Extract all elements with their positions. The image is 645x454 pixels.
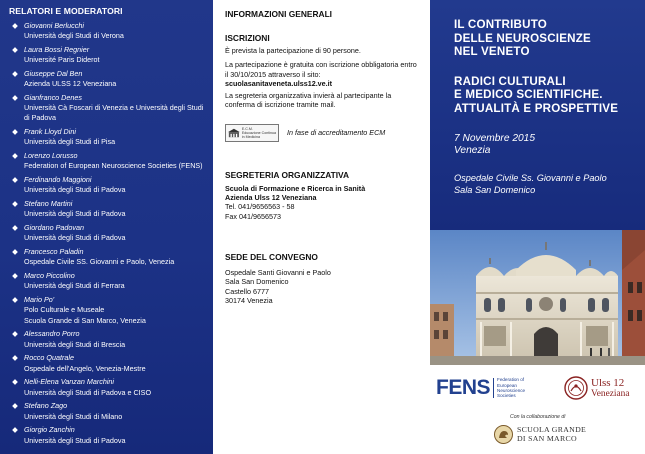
- speaker-affiliation: Università degli Studi di Padova e CISO: [24, 387, 152, 397]
- speaker-item: [9, 223, 205, 243]
- conference-subtitle-line1: RADICI CULTURALI: [454, 74, 566, 88]
- speaker-affiliation: Università degli Studi di Milano: [24, 411, 123, 421]
- speaker-item: [9, 329, 205, 349]
- fens-desc-line4: Societies: [497, 393, 516, 399]
- venue-address: [225, 268, 419, 305]
- speaker-name: Giorgio Zanchin: [24, 425, 75, 435]
- ecm-logo-line3: in Medicina: [241, 134, 261, 139]
- speaker-item: [9, 295, 205, 326]
- speaker-affiliation: Ospedale Civile SS. Giovanni e Paolo, Venezia: [24, 257, 175, 267]
- speaker-item: [9, 401, 205, 421]
- speaker-item: [9, 175, 205, 195]
- fens-separator: [493, 378, 494, 398]
- ulss-line1: Ulss 12: [591, 376, 625, 389]
- ecm-row: [225, 124, 419, 142]
- venue-title: SEDE DEL CONVEGNO: [225, 251, 318, 262]
- diamond-bullet-icon: [12, 356, 18, 362]
- scuola-grande-logo: [494, 425, 586, 444]
- venue-line1: Ospedale Santi Giovanni e Paolo: [225, 267, 331, 277]
- registration-text: La partecipazione è gratuita con iscrizione obbligatoria entro il 30/10/2015 attraverso il sito:: [225, 60, 417, 79]
- speaker-name: Giordano Padovan: [24, 223, 84, 233]
- speaker-name: Stefano Martini: [24, 199, 73, 209]
- diamond-bullet-icon: [12, 47, 18, 53]
- secretariat-phone: Tel. 041/9656563 - 58: [225, 202, 295, 212]
- registration-capacity: È prevista la partecipazione di 90 persone.: [225, 46, 361, 55]
- conference-venue: [454, 172, 635, 196]
- ecm-logo-line2: Educazione Continua: [241, 130, 276, 135]
- venue-line3: Castello 6777: [225, 286, 269, 296]
- speaker-name: Nelli-Elena Vanzan Marchini: [24, 377, 115, 387]
- partner-logos: [430, 365, 645, 454]
- speaker-affiliation: Federation of European Neuroscience Societies (FENS): [24, 161, 203, 171]
- conference-title-line1: IL CONTRIBUTO: [454, 18, 547, 31]
- ecm-logo-text: [242, 127, 276, 139]
- hospital-facade-photo: [430, 230, 645, 365]
- speaker-affiliation: Università degli Studi di Verona: [24, 31, 124, 41]
- diamond-bullet-icon: [12, 380, 18, 386]
- speaker-item: [9, 425, 205, 445]
- secretariat-title: SEGRETERIA ORGANIZZATIVA: [225, 169, 350, 180]
- building-photo-illustration: [430, 230, 645, 365]
- speaker-item: [9, 45, 205, 65]
- speaker-name: Francesco Paladin: [24, 247, 84, 257]
- scuola-line2: DI SAN MARCO: [517, 433, 577, 443]
- speaker-name: Rocco Quatrale: [24, 353, 74, 363]
- speaker-name: Stefano Zago: [24, 401, 68, 411]
- speaker-item: [9, 377, 205, 397]
- scuola-text: [517, 426, 586, 443]
- fens-logo: [436, 376, 525, 400]
- venue-line2: Sala San Domenico: [225, 277, 289, 287]
- cover-panel: [430, 0, 645, 230]
- secretariat-details: [225, 184, 419, 221]
- fens-description: [497, 377, 525, 398]
- speakers-panel: [0, 0, 213, 454]
- speaker-affiliation: Università degli Studi di Pisa: [24, 137, 116, 147]
- venue-line4: 30174 Venezia: [225, 295, 273, 305]
- diamond-bullet-icon: [12, 201, 18, 207]
- ulss-seal-icon: [564, 376, 588, 400]
- speaker-item: [9, 151, 205, 171]
- ecm-logo: [225, 124, 279, 142]
- lion-crest-icon: [494, 425, 513, 444]
- speaker-item: [9, 199, 205, 219]
- registration-confirmation: La segreteria organizzativa invierà al partecipante la conferma di iscrizione tramite mail.: [225, 91, 392, 110]
- speaker-name: Lorenzo Lorusso: [24, 151, 78, 161]
- fens-desc-line3: Neuroscience: [497, 388, 526, 393]
- city-text: Venezia: [454, 145, 491, 157]
- ecm-accreditation-text: In fase di accreditamento ECM: [287, 128, 386, 138]
- conference-subtitle: [454, 75, 635, 116]
- speaker-affiliation: Polo Culturale e Museale Scuola Grande di San Marco, Venezia: [24, 305, 146, 325]
- fens-desc-line2: European: [497, 382, 517, 388]
- diamond-bullet-icon: [12, 153, 18, 159]
- speaker-item: [9, 93, 205, 124]
- speaker-item: [9, 353, 205, 373]
- speaker-affiliation: Università degli Studi di Padova: [24, 435, 126, 445]
- diamond-bullet-icon: [12, 71, 18, 77]
- diamond-bullet-icon: [12, 428, 18, 434]
- conference-date: [454, 133, 635, 158]
- registration-site-link[interactable]: scuolasanitaveneta.ulss12.ve.it: [225, 78, 333, 88]
- speaker-affiliation: Azienda ULSS 12 Veneziana: [24, 79, 117, 89]
- secretariat-fax: Fax 041/9656573: [225, 211, 281, 221]
- diamond-bullet-icon: [12, 273, 18, 279]
- ulss-text: [591, 378, 630, 399]
- speaker-name: Alessandro Porro: [24, 329, 80, 339]
- speaker-affiliation: Università degli Studi di Padova: [24, 233, 126, 243]
- speakers-title: RELATORI E MODERATORI: [9, 6, 123, 16]
- diamond-bullet-icon: [12, 297, 18, 303]
- speaker-affiliation: Università degli Studi di Brescia: [24, 339, 126, 349]
- conference-subtitle-line2: E MEDICO SCIENTIFICHE.: [454, 88, 603, 102]
- venue-name: Ospedale Civile Ss. Giovanni e Paolo: [454, 172, 607, 183]
- scuola-line1: SCUOLA GRANDE: [517, 424, 587, 434]
- speaker-affiliation: Università degli Studi di Padova: [24, 185, 126, 195]
- ecm-logo-line1: E.C.M.: [241, 126, 253, 131]
- collaboration-label: Con la collaborazione di: [510, 414, 566, 420]
- speaker-name: Giuseppe Dal Ben: [24, 69, 83, 78]
- fens-desc-line1: Federation of: [497, 377, 525, 383]
- speaker-name: Ferdinando Maggioni: [24, 175, 92, 185]
- speaker-affiliation: Università Cà Foscari di Venezia e Università degli Studi di Padova: [24, 103, 204, 123]
- registration-instructions: [225, 60, 419, 88]
- speaker-list: [9, 21, 205, 446]
- info-panel: [213, 0, 430, 454]
- speaker-name: Mario Po': [24, 295, 55, 305]
- fens-wordmark: FENS: [436, 376, 491, 399]
- conference-subtitle-line3: ATTUALITÀ E PROSPETTIVE: [454, 101, 619, 115]
- speaker-name: Gianfranco Denes: [24, 93, 82, 102]
- diamond-bullet-icon: [12, 177, 18, 183]
- diamond-bullet-icon: [12, 23, 18, 29]
- speaker-name: Laura Bossi Regnier: [24, 45, 90, 54]
- ulss-line2: Veneziana: [591, 388, 630, 399]
- speaker-affiliation: Ospedale dell'Angelo, Venezia-Mestre: [24, 363, 146, 373]
- speaker-item: [9, 127, 205, 147]
- speaker-affiliation: Université Paris Diderot: [24, 55, 100, 65]
- speaker-item: [9, 247, 205, 267]
- speaker-item: [9, 69, 205, 89]
- speaker-name: Marco Piccolino: [24, 271, 75, 281]
- speaker-item: [9, 271, 205, 291]
- speaker-affiliation: Università degli Studi di Padova: [24, 209, 126, 219]
- diamond-bullet-icon: [12, 95, 18, 101]
- speaker-name: Giovanni Berlucchi: [24, 21, 84, 30]
- venue-room: Sala San Domenico: [454, 184, 536, 195]
- ulss12-logo: [564, 376, 630, 400]
- general-info-title: INFORMAZIONI GENERALI: [225, 9, 333, 19]
- speaker-name: Frank Lloyd Dini: [24, 127, 76, 137]
- speaker-item: [9, 21, 205, 41]
- diamond-bullet-icon: [12, 249, 18, 255]
- registration-title: ISCRIZIONI: [225, 33, 270, 43]
- diamond-bullet-icon: [12, 225, 18, 231]
- diamond-bullet-icon: [12, 332, 18, 338]
- speaker-affiliation: Università degli Studi di Ferrara: [24, 281, 125, 291]
- conference-title: [454, 18, 635, 59]
- diamond-bullet-icon: [12, 404, 18, 410]
- secretariat-line1: Scuola di Formazione e Ricerca in Sanità: [225, 183, 366, 193]
- building-icon: [228, 127, 240, 139]
- conference-title-line2: DELLE NEUROSCIENZE: [454, 31, 591, 45]
- diamond-bullet-icon: [12, 129, 18, 135]
- date-text: 7 Novembre 2015: [454, 132, 535, 144]
- conference-title-line3: NEL VENETO: [454, 45, 530, 59]
- secretariat-line2: Azienda Ulss 12 Veneziana: [225, 193, 317, 203]
